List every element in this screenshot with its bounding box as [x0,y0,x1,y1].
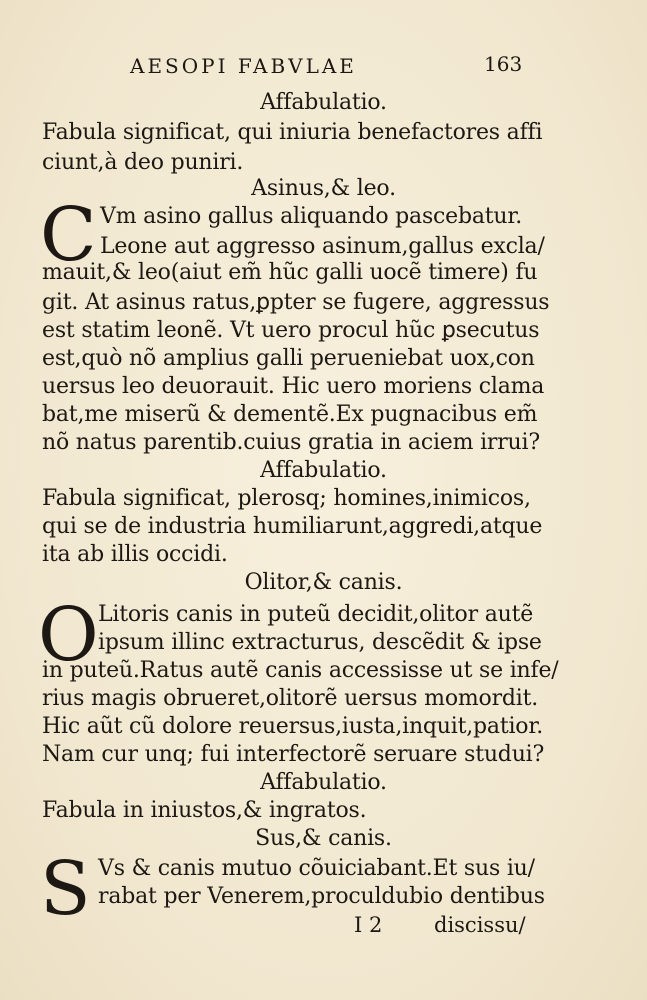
text-line: ita ab illis occidi. [42,542,228,567]
text-line: est statim leonẽ. Vt uero procul hũc ꝑsecutus [42,318,540,343]
text-line: Hic aũt cũ dolore reuersus,iusta,inquit,patior. [42,714,544,739]
text-line: Nam cur unq; fui interfectorẽ seruare studui? [42,742,545,767]
page-number: 163 [484,52,523,76]
text-line: bat,me miserũ & dementẽ.Ex pugnacibus em̃ [42,402,538,427]
text-line: Vs & canis mutuo cõuiciabant.Et sus iu/ [98,856,535,881]
drop-cap-initial: C [40,192,97,278]
text-line: Vm asino gallus aliquando pascebatur. [100,204,523,229]
section-heading: Affabulatio. [260,770,387,795]
text-line: qui se de industria humiliarunt,aggredi,atque [42,514,543,539]
fable-title: Asinus,& leo. [251,176,396,201]
text-line: Fabula significat, qui iniuria benefactores affi [42,120,543,145]
section-heading: Affabulatio. [260,458,387,483]
text-line: rius magis obrueret,olitorẽ uersus momordit. [42,686,539,711]
catchword: discissu/ [434,913,526,937]
text-line: Fabula significat, plerosq; homines,inimicos, [42,486,531,511]
text-line: rabat per Venerem,proculdubio dentibus [98,884,545,909]
text-line: ipsum illinc extracturus, descẽdit & ipse [98,630,542,655]
text-line: Leone aut aggresso asinum,gallus excla/ [100,234,545,259]
text-line: Litoris canis in puteũ decidit,olitor autẽ [98,602,534,627]
text-line: mauit,& leo(aiut em̃ hũc galli uocẽ timere) fu [42,260,538,285]
text-line: Fabula in iniustos,& ingratos. [42,798,367,823]
section-heading: Affabulatio. [260,90,387,115]
text-line: ciunt,à deo puniri. [42,150,244,175]
text-line: in puteũ.Ratus autẽ canis accessisse ut se infe/ [42,658,559,683]
fable-title: Sus,& canis. [255,826,392,851]
text-line: est,quò nõ amplius galli perueniebat uox,con [42,346,535,371]
drop-cap-initial: O [38,592,99,678]
signature-mark: I 2 [354,913,383,937]
text-line: git. At asinus ratus,ꝑpter se fugere, aggressus [42,290,550,315]
fable-title: Olitor,& canis. [244,570,403,595]
running-title: AESOPI FABVLAE [130,54,357,78]
text-line: nõ natus parentib.cuius gratia in aciem irrui? [42,430,540,455]
drop-cap-initial: S [40,846,91,932]
text-line: uersus leo deuorauit. Hic uero moriens clama [42,374,545,399]
